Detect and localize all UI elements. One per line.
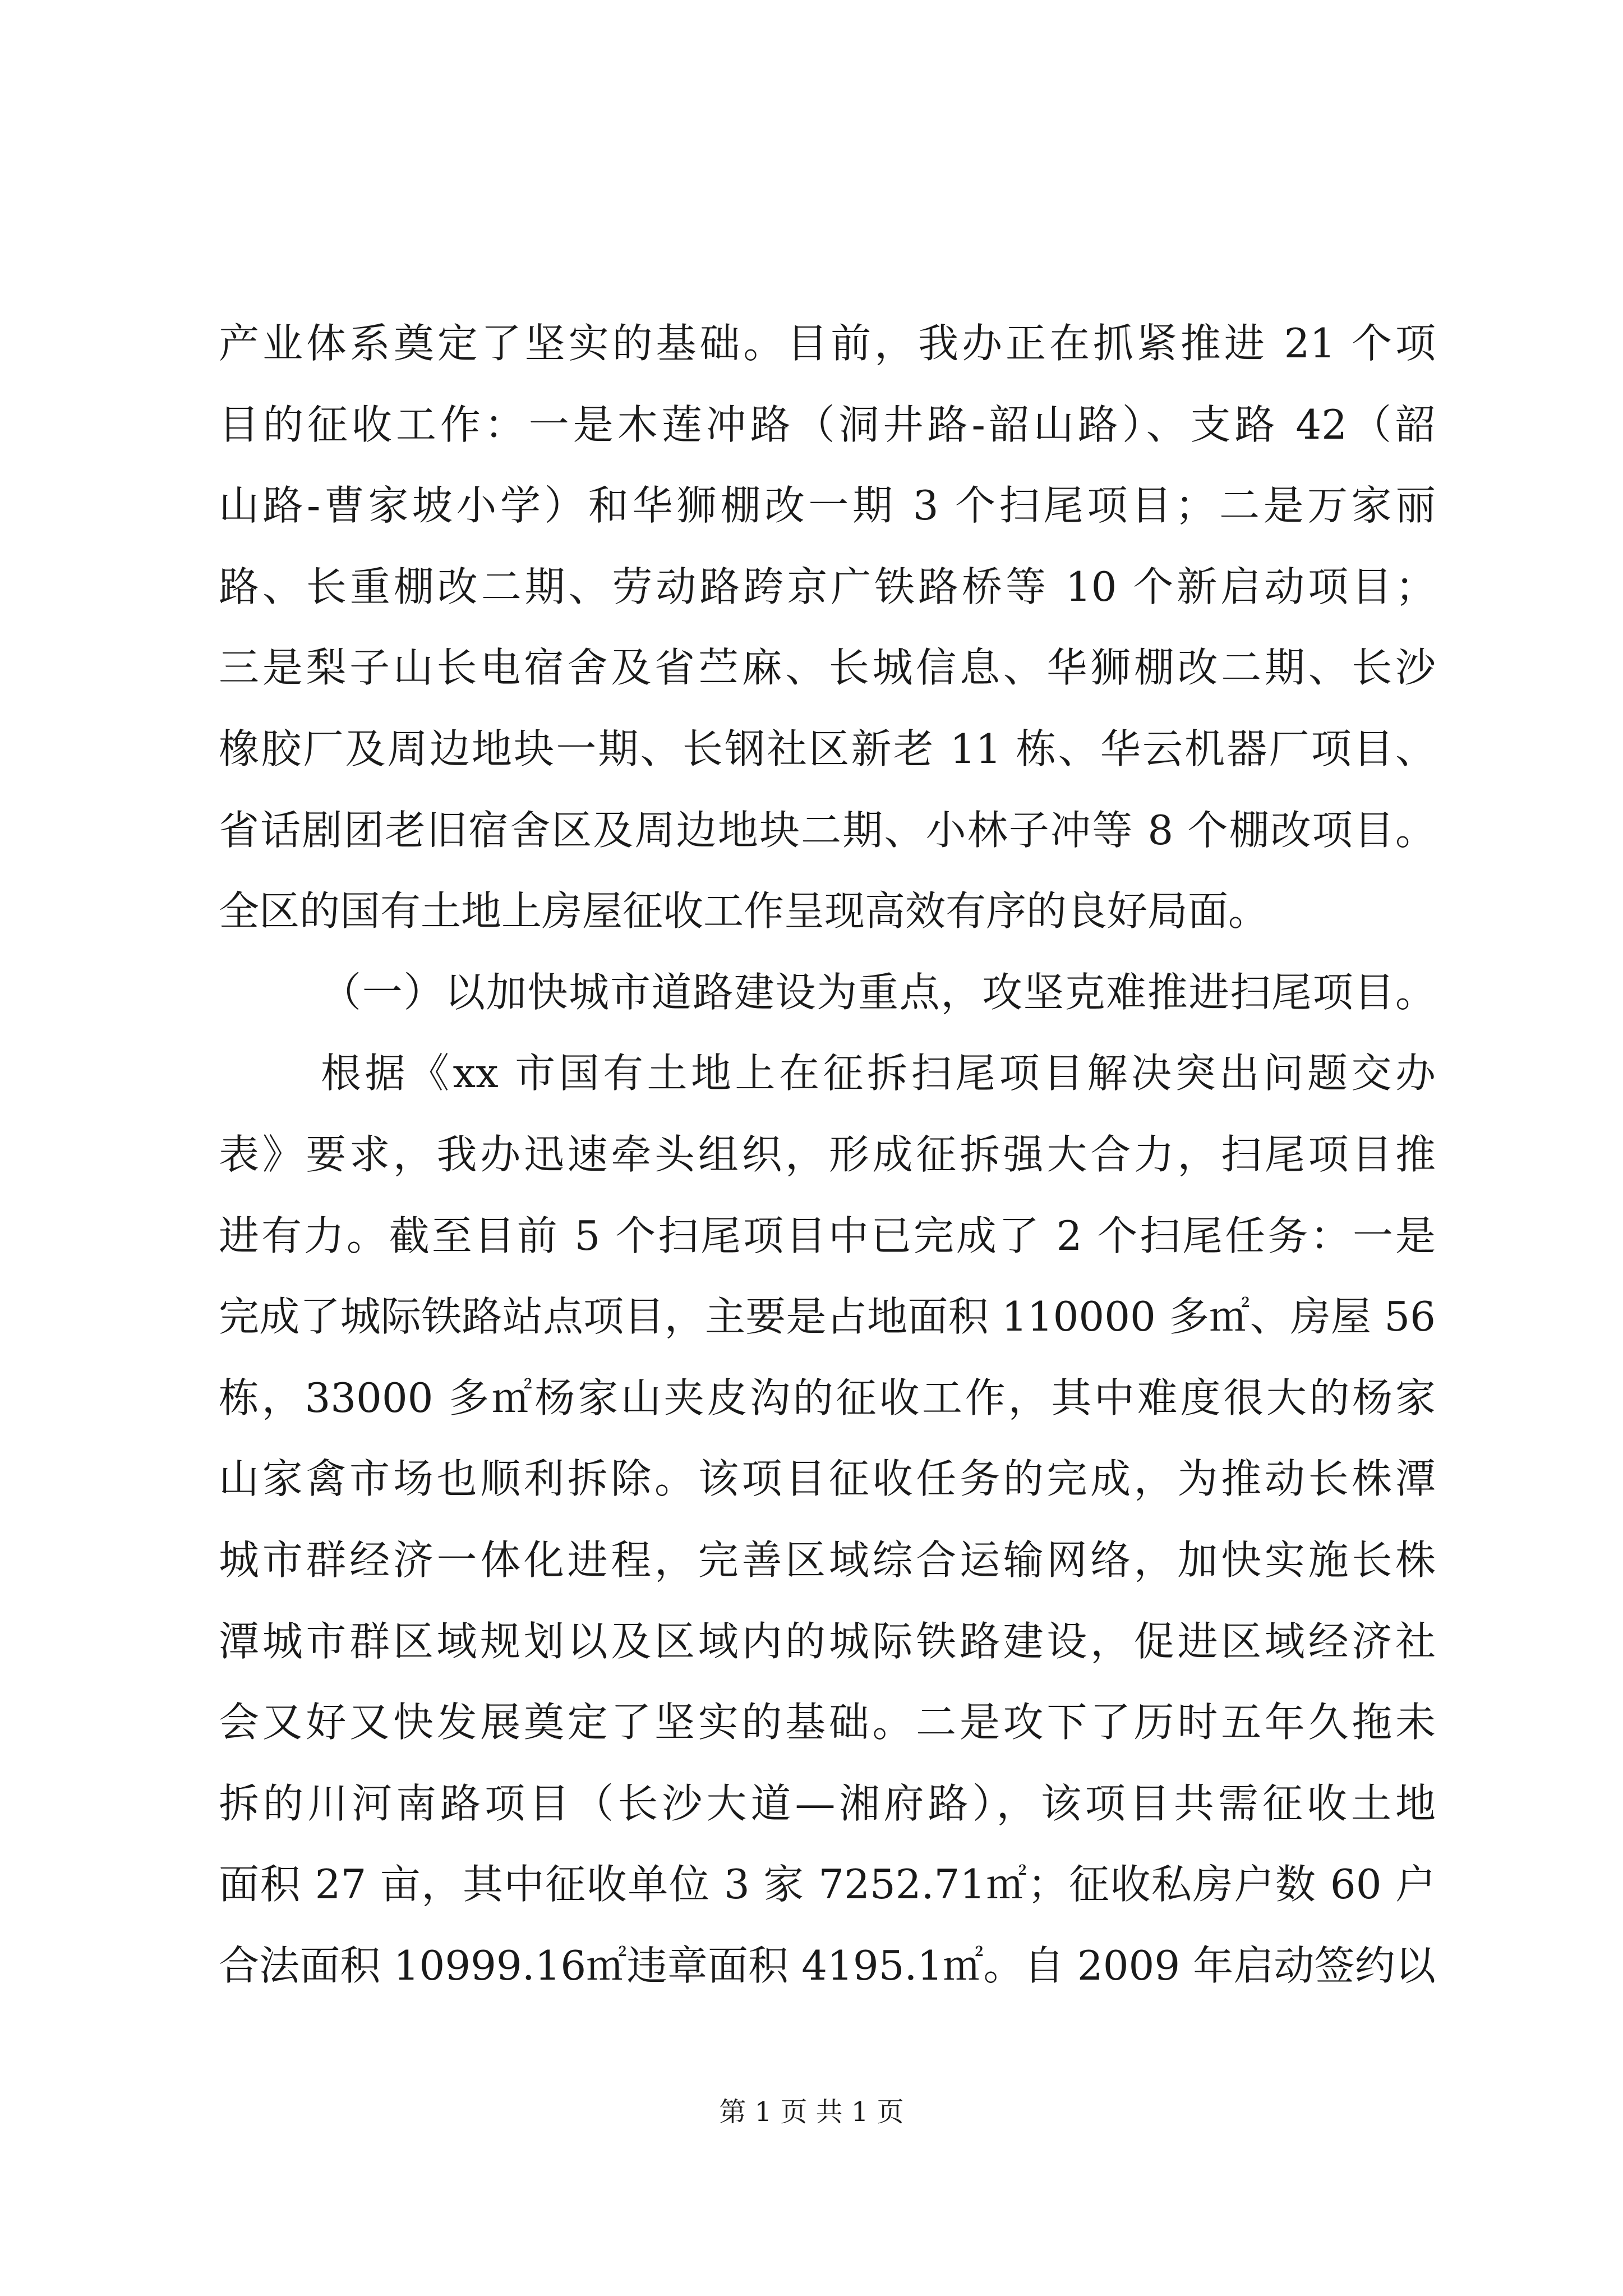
text-line: 会又好又快发展奠定了坚实的基础。二是攻下了历时五年久拖未 bbox=[219, 1699, 1436, 1746]
text-line: 省话剧团老旧宿舍区及周边地块二期、小林子冲等 8 个棚改项目。 bbox=[219, 806, 1436, 854]
text-line: 潭城市群区域规划以及区域内的城际铁路建设，促进区域经济社 bbox=[219, 1617, 1436, 1665]
text-line: 面积 27 亩，其中征收单位 3 家 7252.71㎡；征收私房户数 60 户 bbox=[219, 1861, 1436, 1908]
text-line: 全区的国有土地上房屋征收工作呈现高效有序的良好局面。 bbox=[219, 887, 1269, 935]
text-line: 路、长重棚改二期、劳动路跨京广铁路桥等 10 个新启动项目； bbox=[219, 563, 1436, 610]
document-body bbox=[219, 303, 1436, 2006]
text-line: 合法面积 10999.16㎡违章面积 4195.1㎡。自 2009 年启动签约以 bbox=[219, 1941, 1436, 1989]
text-line: 栋，33000 多㎡杨家山夹皮沟的征收工作，其中难度很大的杨家 bbox=[219, 1374, 1436, 1421]
text-line: 进有力。截至目前 5 个扫尾项目中已完成了 2 个扫尾任务：一是 bbox=[219, 1212, 1436, 1259]
text-line: 产业体系奠定了坚实的基础。目前，我办正在抓紧推进 21 个项 bbox=[219, 320, 1436, 367]
text-line: 山家禽市场也顺利拆除。该项目征收任务的完成，为推动长株潭 bbox=[219, 1455, 1436, 1503]
text-line: 拆的川河南路项目（长沙大道—湘府路），该项目共需征收土地 bbox=[219, 1779, 1436, 1827]
text-line: 表》要求，我办迅速牵头组织，形成征拆强大合力，扫尾项目推 bbox=[219, 1130, 1436, 1178]
page-number-footer: 第 1 页 共 1 页 bbox=[719, 2096, 904, 2128]
text-line: 目的征收工作：一是木莲冲路（洞井路-韶山路）、支路 42（韶 bbox=[219, 401, 1436, 448]
text-line: 城市群经济一体化进程，完善区域综合运输网络，加快实施长株 bbox=[219, 1536, 1436, 1584]
text-line: 橡胶厂及周边地块一期、长钢社区新老 11 栋、华云机器厂项目、 bbox=[219, 725, 1436, 772]
text-line: 山路-曹家坡小学）和华狮棚改一期 3 个扫尾项目；二是万家丽 bbox=[219, 482, 1436, 530]
text-line: 根据《xx 市国有土地上在征拆扫尾项目解决突出问题交办 bbox=[321, 1050, 1436, 1097]
section-heading: （一）以加快城市道路建设为重点，攻坚克难推进扫尾项目。 bbox=[321, 968, 1436, 1016]
text-line: 三是梨子山长电宿舍及省苎麻、长城信息、华狮棚改二期、长沙 bbox=[219, 644, 1436, 692]
text-line: 完成了城际铁路站点项目，主要是占地面积 110000 多㎡、房屋 56 bbox=[219, 1293, 1436, 1341]
